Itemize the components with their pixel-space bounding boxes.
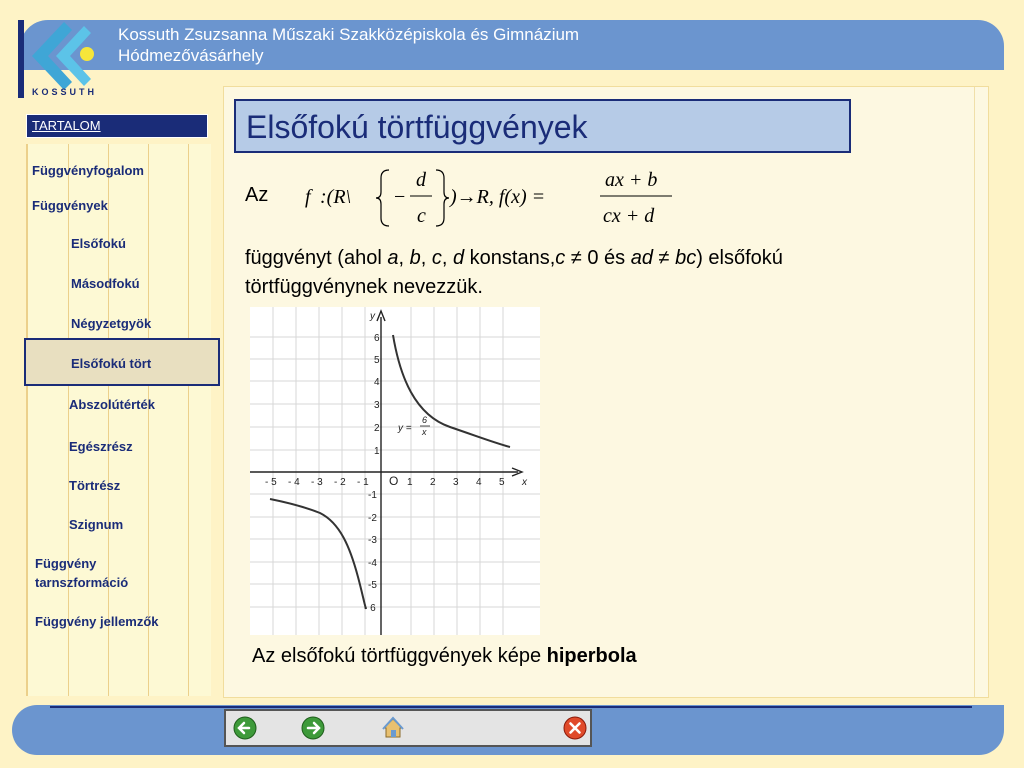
svg-text:5: 5 bbox=[499, 477, 505, 488]
svg-text:x: x bbox=[522, 477, 527, 488]
formula-d: d bbox=[416, 169, 426, 191]
sidebar-item-egeszresz[interactable]: Egészrész bbox=[69, 439, 133, 454]
home-icon[interactable] bbox=[380, 715, 406, 741]
sidebar-item-szignum[interactable]: Szignum bbox=[69, 517, 124, 532]
sidebar-item-fuggvenyek[interactable]: Függvények bbox=[32, 198, 108, 213]
svg-text:-3: -3 bbox=[368, 535, 377, 546]
graph-axes bbox=[250, 311, 522, 635]
formula-f: f bbox=[305, 186, 311, 208]
var-d: d bbox=[452, 247, 465, 269]
hyperbola-graph bbox=[250, 307, 540, 635]
svg-text:y =: y = bbox=[398, 423, 412, 434]
close-icon[interactable] bbox=[562, 715, 588, 741]
toc-header[interactable] bbox=[26, 114, 208, 138]
svg-text:- 5: - 5 bbox=[265, 477, 277, 488]
sidebar-item-fuggvenyfogalom[interactable]: Függvényfogalom bbox=[32, 163, 144, 178]
svg-text:2: 2 bbox=[374, 423, 380, 434]
svg-text:4: 4 bbox=[374, 377, 380, 388]
footer-line bbox=[50, 706, 972, 708]
formula-denominator: cx + d bbox=[603, 205, 655, 227]
page-title: Elsőfokú törtfüggvények bbox=[246, 109, 588, 145]
az-text: Az bbox=[245, 184, 269, 206]
svg-text:- 4: - 4 bbox=[288, 477, 300, 488]
graph-grid bbox=[250, 307, 540, 635]
logo-text: KOSSUTH bbox=[32, 87, 98, 97]
svg-text:y: y bbox=[370, 311, 375, 322]
caption-bold: hiperbola bbox=[546, 645, 637, 667]
school-name bbox=[118, 24, 579, 66]
function-label bbox=[397, 415, 430, 437]
var-a: a bbox=[387, 247, 399, 269]
svg-text:- 3: - 3 bbox=[311, 477, 323, 488]
svg-text:3: 3 bbox=[374, 400, 380, 411]
back-arrow-icon[interactable] bbox=[232, 715, 258, 741]
svg-text:1: 1 bbox=[374, 446, 380, 457]
svg-text:- 6: - 6 bbox=[364, 603, 376, 614]
svg-text:x: x bbox=[422, 427, 427, 437]
sidebar-item-negyzetgyok[interactable]: Négyzetgyök bbox=[71, 316, 152, 331]
svg-text:-4: -4 bbox=[368, 558, 377, 569]
svg-text:3: 3 bbox=[453, 477, 459, 488]
sidebar-item-tortresz[interactable]: Törtrész bbox=[69, 478, 121, 493]
formula bbox=[300, 162, 680, 234]
svg-text:-5: -5 bbox=[368, 580, 377, 591]
sidebar-item-fuggveny-transzformacio[interactable]: Függvény tarnszformáció bbox=[35, 556, 129, 590]
svg-text:5: 5 bbox=[374, 355, 380, 366]
definition-text: függvényt (ahol a, b, c, d konstans,c ≠ 0 és ad ≠ bc) elsőfokú törtfüggvénynek nevezzük. bbox=[245, 247, 783, 298]
formula-domain: :(R\ bbox=[320, 186, 352, 208]
x-tick-labels bbox=[265, 474, 528, 488]
svg-text:2: 2 bbox=[430, 477, 436, 488]
svg-text:4: 4 bbox=[476, 477, 482, 488]
var-c: c bbox=[431, 247, 442, 269]
sidebar-item-masodfoku[interactable]: Másodfokú bbox=[71, 276, 140, 291]
hyperbola-branch-negative bbox=[270, 499, 366, 609]
school-line-2: Hódmezővásárhely bbox=[118, 46, 264, 65]
formula-minus: − bbox=[394, 186, 406, 208]
formula-arrow: )→R, f(x) = bbox=[450, 186, 546, 208]
navigation-toolbar bbox=[224, 709, 592, 747]
caption: Az elsőfokú törtfüggvények képe hiperbola bbox=[252, 645, 637, 667]
forward-arrow-icon[interactable] bbox=[300, 715, 326, 741]
y-tick-labels bbox=[364, 311, 380, 614]
svg-text:6: 6 bbox=[374, 333, 380, 344]
var-b: b bbox=[409, 247, 421, 269]
school-line-1: Kossuth Zsuzsanna Műszaki Szakközépiskola és Gimnázium bbox=[118, 25, 580, 44]
sidebar-item-elsofoku[interactable]: Elsőfokú bbox=[71, 236, 126, 251]
svg-text:1: 1 bbox=[407, 477, 413, 488]
svg-text:- 2: - 2 bbox=[334, 477, 346, 488]
sidebar-item-fuggveny-jellemzok[interactable]: Függvény jellemzők bbox=[35, 614, 159, 629]
svg-text:- 1: - 1 bbox=[357, 477, 369, 488]
svg-text:-2: -2 bbox=[368, 513, 377, 524]
formula-numerator: ax + b bbox=[605, 169, 658, 191]
sidebar-item-elsofoku-tort[interactable]: Elsőfokú tört bbox=[71, 356, 152, 371]
title-box bbox=[234, 99, 851, 153]
svg-text:6: 6 bbox=[422, 415, 428, 425]
svg-text:O: O bbox=[389, 474, 399, 488]
formula-c: c bbox=[417, 205, 426, 227]
toc-link[interactable]: TARTALOM bbox=[32, 118, 101, 133]
svg-text:-1: -1 bbox=[368, 490, 377, 501]
sidebar-item-abszoluterték[interactable]: Abszolútérték bbox=[69, 397, 155, 412]
